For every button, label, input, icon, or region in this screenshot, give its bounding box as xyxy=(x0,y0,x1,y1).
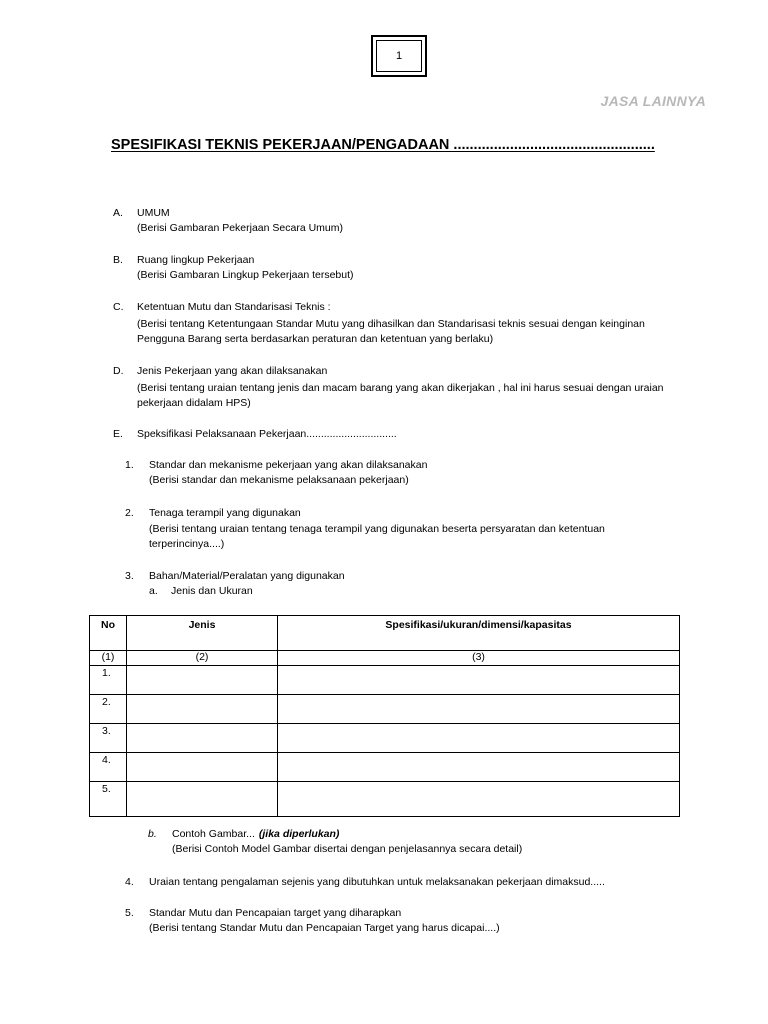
subitem-description: (Berisi Contoh Model Gambar disertai dengan penjelasannya secara detail) xyxy=(172,843,523,855)
subsection-number: 2. xyxy=(125,507,134,519)
subsection-heading: Tenaga terampil yang digunakan xyxy=(149,507,301,519)
subsection-description-cont: terperincinya....) xyxy=(149,538,225,550)
section-heading: Speksifikasi Pelaksanaan Pekerjaan............................... xyxy=(137,428,397,440)
subsection-description: (Berisi standar dan mekanisme pelaksanaan pekerjaan) xyxy=(149,474,409,486)
subsection-heading: Bahan/Material/Peralatan yang digunakan xyxy=(149,570,345,582)
subsection-heading: Standar dan mekanisme pekerjaan yang akan dilaksanakan xyxy=(149,459,428,471)
row-jenis xyxy=(127,753,278,782)
subitem-heading: Jenis dan Ukuran xyxy=(171,585,253,597)
subsection-4 xyxy=(125,875,605,890)
table-row xyxy=(90,724,680,753)
section-letter: C. xyxy=(113,301,124,313)
subsection-1 xyxy=(125,458,427,488)
row-number: 2. xyxy=(90,695,127,724)
section-letter: B. xyxy=(113,254,123,266)
row-spesifikasi xyxy=(278,695,680,724)
section-description-cont: Pengguna Barang serta berdasarkan peraturan dan ketentuan yang berlaku) xyxy=(137,333,494,345)
table-subheader-row xyxy=(90,651,680,666)
subsection-heading: Uraian tentang pengalaman sejenis yang dibutuhkan untuk melaksanakan pekerjaan dimaksud..... xyxy=(149,876,605,888)
row-spesifikasi xyxy=(278,724,680,753)
subsection-number: 4. xyxy=(125,876,134,888)
subitem-letter: b. xyxy=(148,828,157,840)
section-heading: Ketentuan Mutu dan Standarisasi Teknis : xyxy=(137,301,331,313)
page-number: 1 xyxy=(376,40,422,72)
page-number-box xyxy=(371,35,427,77)
section-c xyxy=(113,300,645,347)
row-spesifikasi xyxy=(278,782,680,817)
table-row xyxy=(90,782,680,817)
subsection-3 xyxy=(125,569,345,599)
section-d xyxy=(113,364,664,411)
subheader-1: (1) xyxy=(90,651,127,666)
row-spesifikasi xyxy=(278,666,680,695)
subitem-note: (jika diperlukan) xyxy=(258,828,340,840)
section-heading: UMUM xyxy=(137,207,170,219)
section-a xyxy=(113,206,343,236)
row-number: 4. xyxy=(90,753,127,782)
table-row xyxy=(90,695,680,724)
subsection-number: 3. xyxy=(125,570,134,582)
section-description: (Berisi Gambaran Pekerjaan Secara Umum) xyxy=(137,222,343,234)
section-letter: A. xyxy=(113,207,123,219)
subheader-2: (2) xyxy=(127,651,278,666)
subsection-description: (Berisi tentang Standar Mutu dan Pencapaian Target yang harus dicapai....) xyxy=(149,922,500,934)
subitem-letter: a. xyxy=(149,585,158,597)
row-number: 1. xyxy=(90,666,127,695)
header-jenis: Jenis xyxy=(127,616,278,651)
subheader-3: (3) xyxy=(278,651,680,666)
subsection-number: 1. xyxy=(125,459,134,471)
row-spesifikasi xyxy=(278,753,680,782)
section-letter: E. xyxy=(113,428,123,440)
header-no: No xyxy=(90,616,127,651)
table-row xyxy=(90,666,680,695)
section-description-cont: pekerjaan didalam HPS) xyxy=(137,397,251,409)
section-letter: D. xyxy=(113,365,124,377)
row-number: 5. xyxy=(90,782,127,817)
subsection-description: (Berisi tentang uraian tentang tenaga terampil yang digunakan beserta persyaratan dan ketentuan xyxy=(149,523,605,535)
section-description: (Berisi tentang uraian tentang jenis dan macam barang yang akan dikerjakan , hal ini harus sesuai dengan uraian xyxy=(137,382,664,394)
table-header-row xyxy=(90,616,680,651)
table-row xyxy=(90,753,680,782)
section-description: (Berisi tentang Ketentungaan Standar Mutu yang dihasilkan dan Standarisasi teknis sesuai dengan keinginan xyxy=(137,318,645,330)
subsection-heading: Standar Mutu dan Pencapaian target yang diharapkan xyxy=(149,907,402,919)
subsection-number: 5. xyxy=(125,907,134,919)
header-spesifikasi: Spesifikasi/ukuran/dimensi/kapasitas xyxy=(278,616,680,651)
section-heading: Jenis Pekerjaan yang akan dilaksanakan xyxy=(137,365,328,377)
row-jenis xyxy=(127,666,278,695)
section-description: (Berisi Gambaran Lingkup Pekerjaan tersebut) xyxy=(137,269,354,281)
subsection-2 xyxy=(125,506,605,552)
section-b xyxy=(113,253,354,283)
subsection-5 xyxy=(125,906,500,936)
document-title: SPESIFIKASI TEKNIS PEKERJAAN/PENGADAAN .................................................. xyxy=(111,137,655,153)
specification-table xyxy=(89,615,680,817)
row-jenis xyxy=(127,782,278,817)
subitem-b xyxy=(148,827,522,857)
row-jenis xyxy=(127,695,278,724)
row-number: 3. xyxy=(90,724,127,753)
document-category: JASA LAINNYA xyxy=(600,93,706,109)
section-heading: Ruang lingkup Pekerjaan xyxy=(137,254,255,266)
row-jenis xyxy=(127,724,278,753)
section-e xyxy=(113,427,397,442)
subitem-heading: Contoh Gambar... xyxy=(172,828,255,840)
